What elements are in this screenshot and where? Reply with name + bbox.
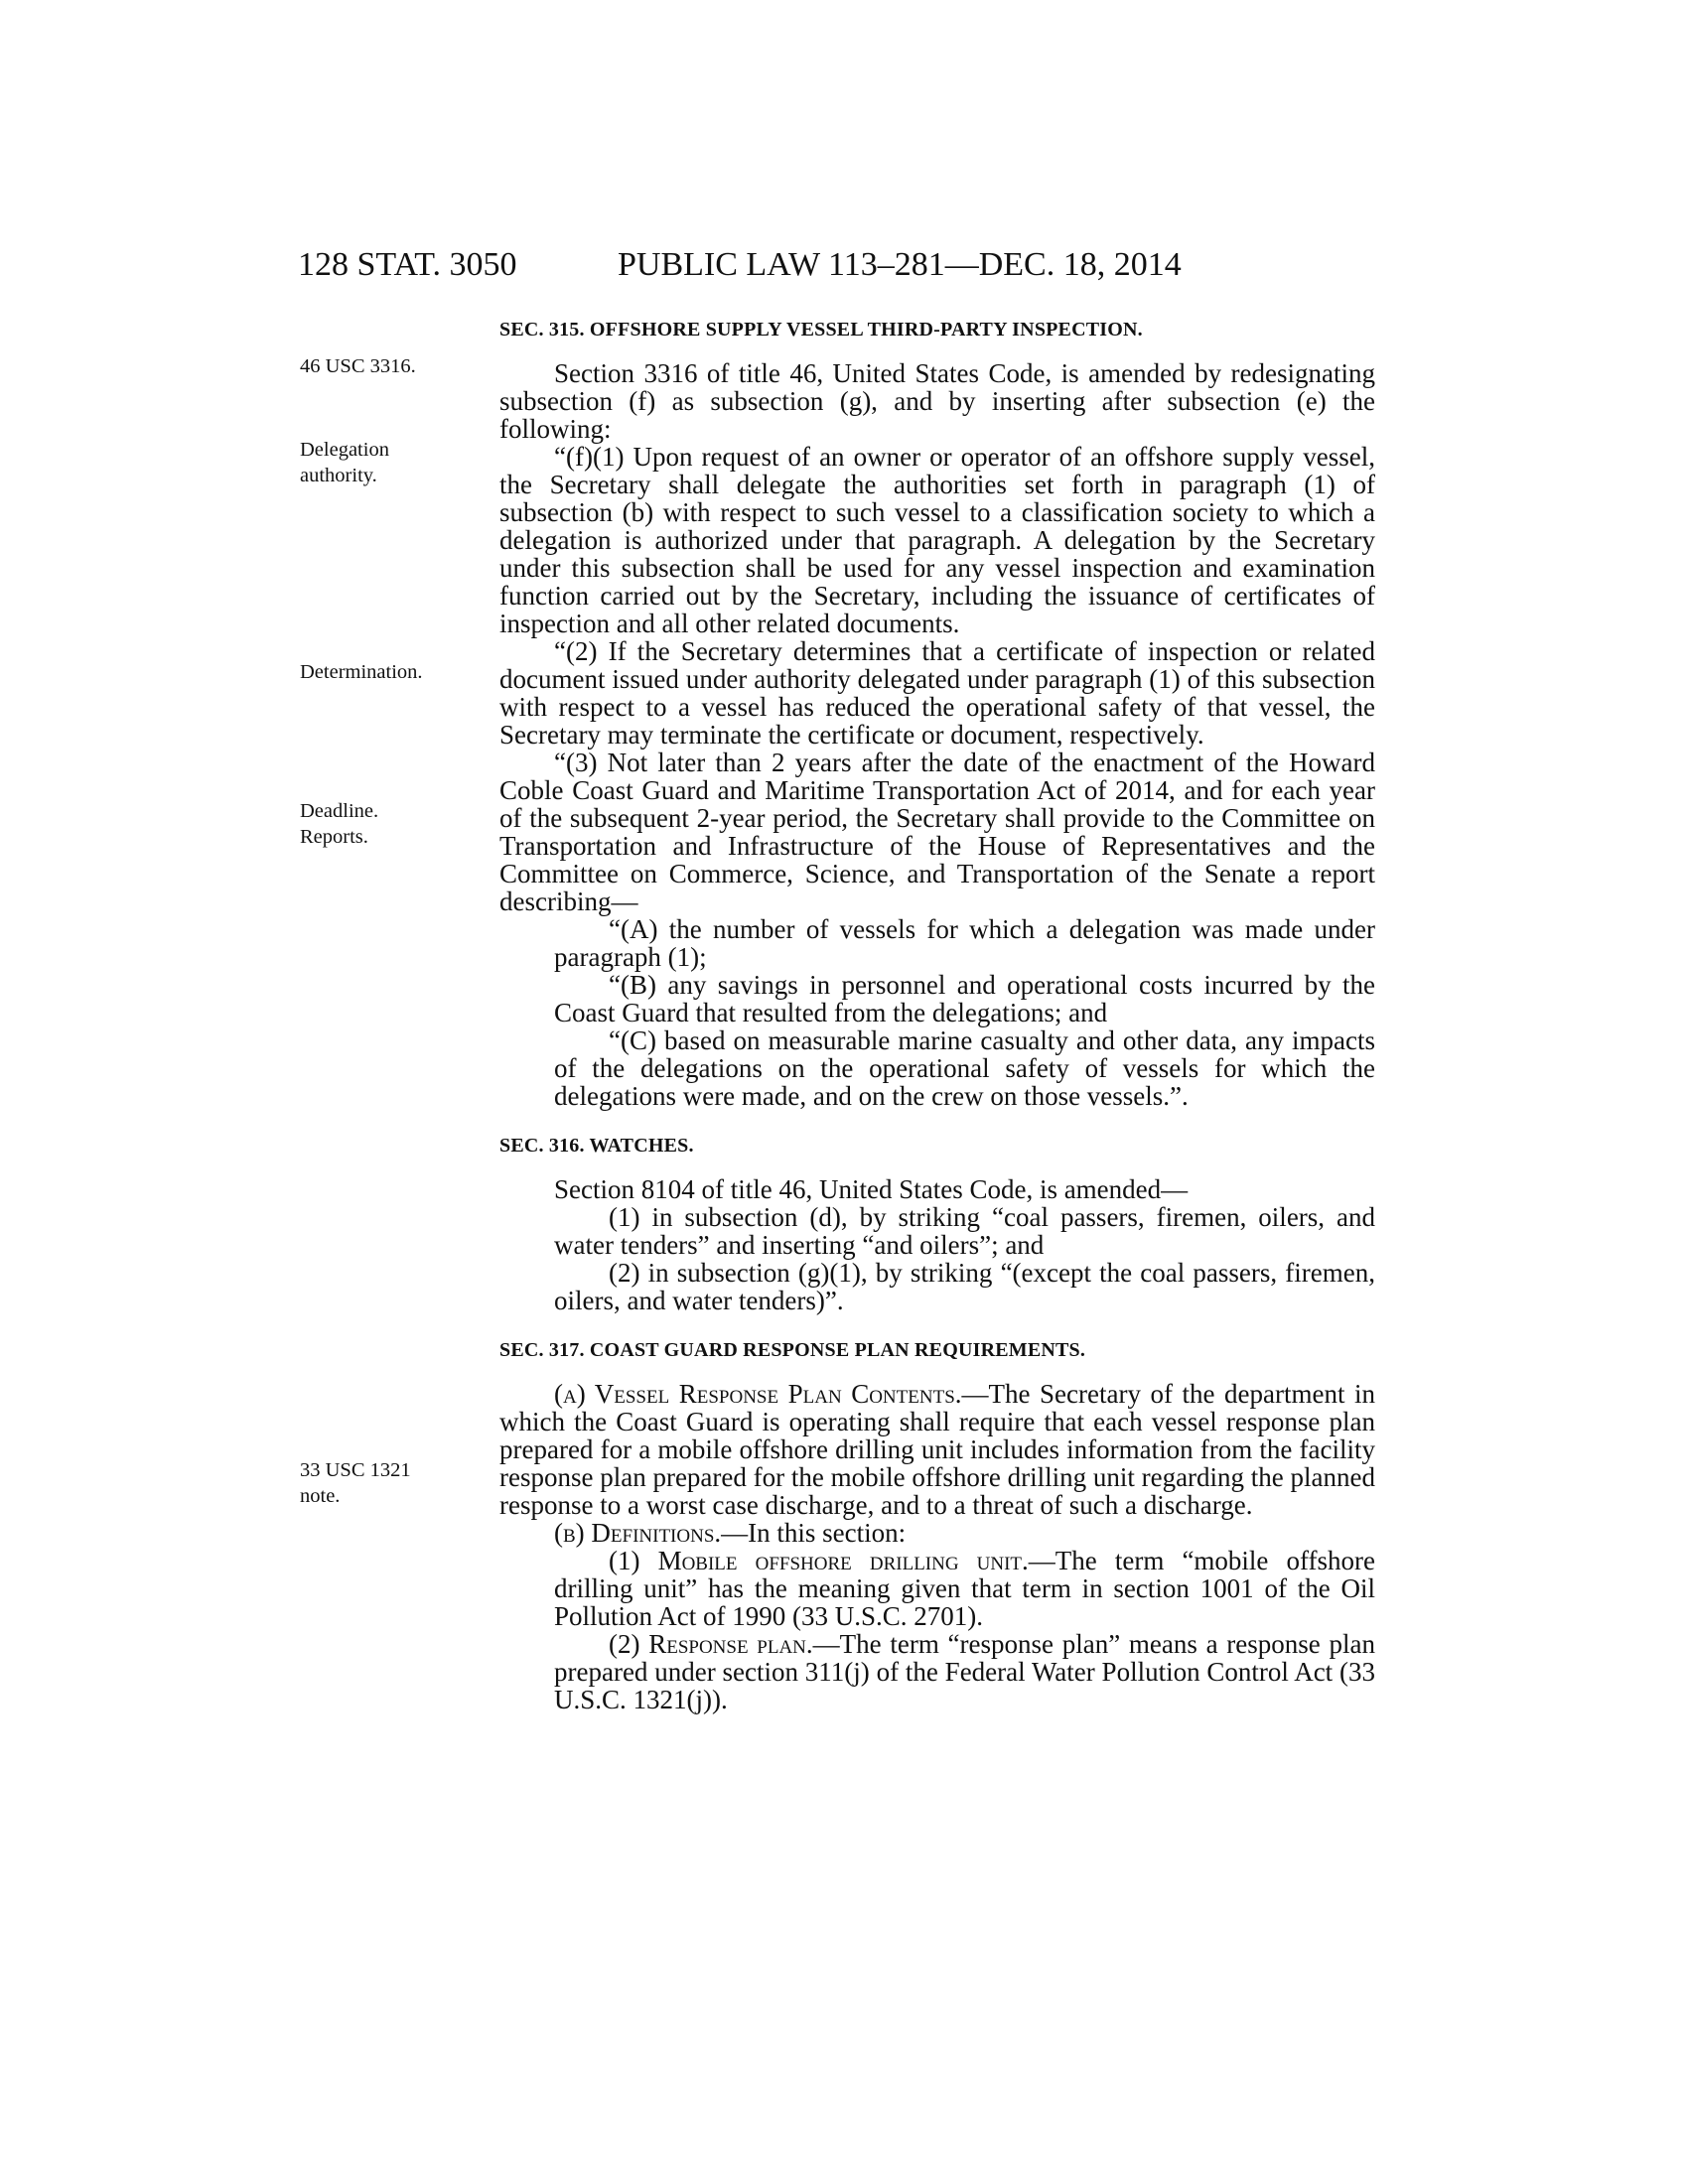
section-316-heading: SEC. 316. WATCHES.	[499, 1135, 694, 1157]
margin-note-deadline-text: Deadline.	[300, 800, 379, 822]
margin-note-reports-text: Reports.	[300, 826, 368, 848]
section-315-fA: “(A) the number of vessels for which a delegation was made under paragraph (1);	[554, 914, 1375, 972]
statute-citation: 128 STAT. 3050	[298, 246, 517, 283]
section-317-b-text: —In this section:	[721, 1518, 907, 1548]
margin-note-determination: Determination.	[300, 661, 423, 683]
section-317-b1-text: —The term “mobile offshore drilling unit” has the meaning given that term in section 1001 of the Oil Pollution Act of 1990 (33 U.S.C. 2701).	[554, 1546, 1375, 1631]
document-body	[499, 316, 1375, 1713]
section-315-f3: “(3) Not later than 2 years after the date of the enactment of the Howard Coble Coast Guard and Maritime Transportation Act of 2014, and for each year of the subsequent 2-year period, the Secretary shall provide to the Committee on Transportation and Infrastructure of the House of Representatives and the Committee on Commerce, Science, and Transportation of the Senate a report describing—	[499, 748, 1375, 916]
section-317-heading: SEC. 317. COAST GUARD RESPONSE PLAN REQUIREMENTS.	[499, 1339, 1086, 1361]
section-317-b2-text: —The term “response plan” means a response plan prepared under section 311(j) of the Federal Water Pollution Control Act (33 U.S.C. 1321(j)).	[554, 1629, 1375, 1714]
section-315-heading: SEC. 315. OFFSHORE SUPPLY VESSEL THIRD-PARTY INSPECTION.	[499, 319, 1143, 341]
margin-note-usc-1321	[300, 1457, 469, 1509]
margin-note-deadline	[300, 798, 469, 850]
public-law-title: PUBLIC LAW 113–281—DEC. 18, 2014	[618, 246, 1182, 283]
section-315-fC: “(C) based on measurable marine casualty and other data, any impacts of the delegations on the operational safety of vessels for which the delegations were made, and on the crew on those vessels.”.	[554, 1025, 1375, 1111]
section-316-item-1: (1) in subsection (d), by striking “coal passers, firemen, oilers, and water tenders” and inserting “and oilers”; and	[554, 1202, 1375, 1260]
section-315-fB: “(B) any savings in personnel and operational costs incurred by the Coast Guard that resulted from the delegations; and	[554, 970, 1375, 1027]
section-317-a	[499, 1380, 1375, 1519]
section-315-f1: “(f)(1) Upon request of an owner or operator of an offshore supply vessel, the Secretary shall delegate the authorities set forth in paragraph (1) of subsection (b) with respect to such vessel to a classification society to which a delegation is authorized under that paragraph. A delegation by the Secretary under this subsection shall be used for any vessel inspection and examination function carried out by the Secretary, including the issuance of certificates of inspection and all other related documents.	[499, 442, 1375, 638]
section-317-a-label: (a) Vessel Response Plan Contents.	[554, 1379, 962, 1409]
page-header	[298, 246, 1370, 290]
section-315-intro: Section 3316 of title 46, United States Code, is amended by redesignating subsection (f) as subsection (g), and by inserting after subsection (e) the following:	[499, 358, 1375, 444]
margin-note-usc-3316: 46 USC 3316.	[300, 355, 416, 377]
section-317-b1-label: (1) Mobile offshore drilling unit.	[609, 1546, 1029, 1575]
section-316-item-2: (2) in subsection (g)(1), by striking “(except the coal passers, firemen, oilers, and water tenders)”.	[554, 1258, 1375, 1315]
margin-note-usc-1321-text: 33 USC 1321	[300, 1459, 411, 1481]
section-317-b2-label: (2) Response plan.	[609, 1629, 813, 1659]
margin-note-delegation: Delegation authority.	[300, 439, 389, 486]
section-317-b2	[554, 1630, 1375, 1713]
margin-note-usc-1321-note: note.	[300, 1485, 341, 1507]
section-317-b-label: (b) Definitions.	[554, 1518, 722, 1548]
section-317-a-text: —The Secretary of the department in which the Coast Guard is operating shall require that each vessel response plan prepared for a mobile offshore drilling unit includes information from the facility response plan prepared for the mobile offshore drilling unit regarding the planned response to a worst case discharge, and to a threat of such a discharge.	[499, 1379, 1375, 1520]
section-317-b	[499, 1519, 1375, 1547]
section-316-intro: Section 8104 of title 46, United States Code, is amended—	[554, 1174, 1189, 1204]
section-317-b1	[554, 1547, 1375, 1630]
section-315-f2: “(2) If the Secretary determines that a certificate of inspection or related document issued under authority delegated under paragraph (1) of this subsection with respect to a vessel has reduced the operational safety of that vessel, the Secretary may terminate the certificate or document, respectively.	[499, 636, 1375, 750]
